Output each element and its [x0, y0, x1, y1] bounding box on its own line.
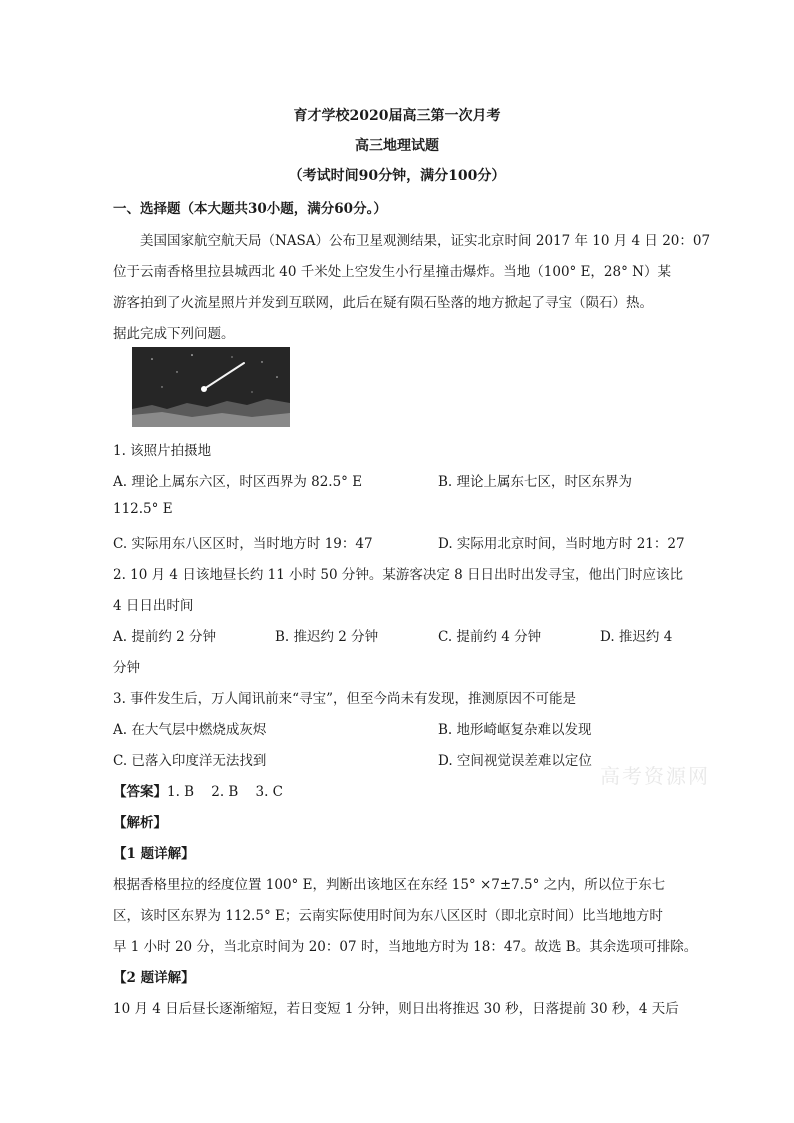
- analysis-label: 【解析】: [113, 815, 167, 831]
- q1-option-d: D. 实际用北京时间，当时地方时 21：27: [438, 536, 685, 552]
- q2-option-b: B. 推迟约 2 分钟: [275, 629, 379, 645]
- section-heading: 一、选择题（本大题共30小题，满分60分。）: [113, 201, 387, 217]
- q2-option-a: A. 提前约 2 分钟: [113, 629, 217, 645]
- q1-analysis-line-2: 区，该时区东界为 112.5° E；云南实际使用时间为东八区区时（即北京时间）比当地地方时: [113, 908, 663, 924]
- q1-option-b: B. 理论上属东七区，时区东界为: [438, 474, 633, 490]
- q1-stem: 1. 该照片拍摄地: [113, 443, 212, 459]
- q2-analysis-label: 【2 题详解】: [113, 970, 195, 986]
- q1-option-a: A. 理论上属东六区，时区西界为 82.5° E: [113, 474, 363, 490]
- q3-stem: 3. 事件发生后，万人闻讯前来“寻宝”，但至今尚未有发现，推测原因不可能是: [113, 691, 576, 707]
- q2-option-d: D. 推迟约 4: [600, 629, 673, 645]
- q3-option-d: D. 空间视觉误差难以定位: [438, 753, 592, 769]
- q3-option-a: A. 在大气层中燃烧成灰烬: [113, 722, 267, 738]
- q2-stem-line-2: 4 日日出时间: [113, 598, 194, 614]
- passage-line-4: 据此完成下列问题。: [113, 326, 235, 342]
- q2-stem-line-1: 2. 10 月 4 日该地昼长约 11 小时 50 分钟。某游客决定 8 日日出时出发寻宝，他出门时应该比: [113, 567, 684, 583]
- q2-analysis-line-1: 10 月 4 日后昼长逐渐缩短，若日变短 1 分钟，则日出将推迟 30 秒，日落提前 30 秒，4 天后: [113, 1001, 679, 1017]
- q1-option-c: C. 实际用东八区区时，当时地方时 19：47: [113, 536, 373, 552]
- passage-line-2: 位于云南香格里拉县城西北 40 千米处上空发生小行星撞击爆炸。当地（100° E，28° N）某: [113, 264, 671, 280]
- answer-row: [113, 780, 683, 800]
- school-title: 育才学校2020届高三第一次月考: [293, 108, 501, 124]
- answer-label: 【答案】: [113, 784, 167, 800]
- q1-analysis-line-1: 根据香格里拉的经度位置 100° E，判断出该地区在东经 15° ×7±7.5° 之内，所以位于东七: [113, 877, 666, 893]
- q3-option-b: B. 地形崎岖复杂难以发现: [438, 722, 592, 738]
- meteor-photo: [132, 347, 290, 427]
- q2-option-d-cont: 分钟: [113, 660, 140, 676]
- passage-line-1: 美国国家航空航天局（NASA）公布卫星观测结果，证实北京时间 2017 年 10 月 4 日 20：07: [140, 233, 711, 249]
- answer-text: 1. B 2. B 3. C: [167, 784, 284, 800]
- exam-info: （考试时间90分钟，满分100分）: [288, 168, 506, 184]
- passage-line-3: 游客拍到了火流星照片并发到互联网，此后在疑有陨石坠落的地方掀起了寻宝（陨石）热。: [113, 295, 653, 311]
- meteor-photo-icon: [132, 347, 290, 427]
- q1-option-b-cont: 112.5° E: [113, 501, 173, 517]
- q3-option-c: C. 已落入印度洋无法找到: [113, 753, 267, 769]
- watermark: 高考资源网: [600, 764, 710, 788]
- q1-analysis-line-3: 早 1 小时 20 分，当北京时间为 20：07 时，当地地方时为 18：47。故选 B。其余选项可排除。: [113, 939, 698, 955]
- q2-option-c: C. 提前约 4 分钟: [438, 629, 542, 645]
- q1-analysis-label: 【1 题详解】: [113, 846, 195, 862]
- subject-title: 高三地理试题: [355, 138, 439, 154]
